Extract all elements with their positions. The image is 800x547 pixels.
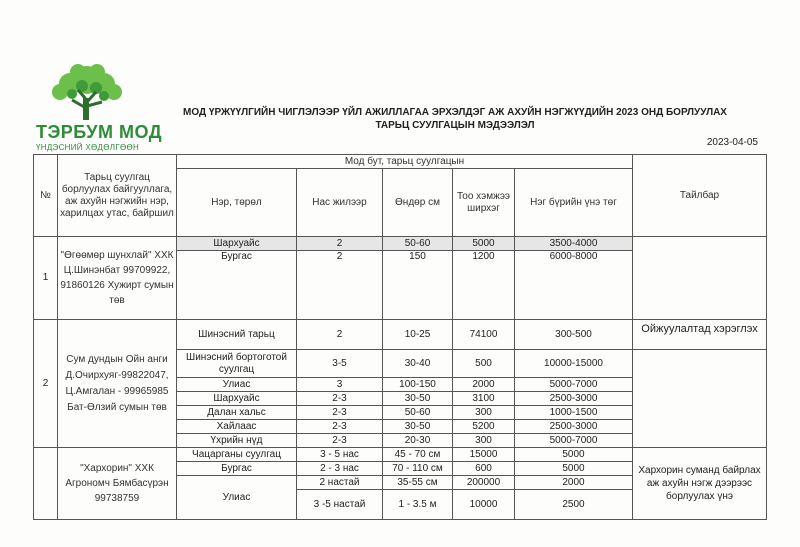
tree-logo-icon [42,62,132,122]
item-price: 5000 [515,448,633,462]
item-name: Улиас [177,378,297,392]
col-age-header: Нас жилээр [297,169,383,237]
item-age: 2-3 [297,392,383,406]
item-name: Шинэсний бортоготой суулгац [177,350,297,378]
item-price: 2000 [515,476,633,490]
item-height: 30-50 [383,392,453,406]
item-qty: 500 [453,350,515,378]
item-price: 2500 [515,490,633,520]
item-price: 5000 [515,462,633,476]
page-title [175,106,735,132]
table-row [34,237,767,251]
item-height: 10-25 [383,320,453,350]
col-no-header: № [34,155,58,237]
item-qty: 600 [453,462,515,476]
item-name: Бургас [177,251,297,320]
note-empty-cell [633,350,767,448]
document-date: 2023-04-05 [706,137,758,148]
row-no: 1 [34,237,58,320]
logo-name: ТЭРБУМ МОД [36,122,163,142]
item-name: Хайлаас [177,420,297,434]
item-name: Шархуайс [177,392,297,406]
item-age: 2 [297,237,383,251]
item-height: 50-60 [383,406,453,420]
row-note: Хархорин суманд байрлах аж ахуйн нэгж дээрээс борлуулах үнэ [633,448,767,520]
item-qty: 2000 [453,378,515,392]
item-age: 2-3 [297,434,383,448]
row-no [34,448,58,520]
item-qty: 15000 [453,448,515,462]
row-org: "Хархорин" ХХК Агрономч Бямбасүрэн 99738759 [58,448,177,520]
item-price: 2500-3000 [515,420,633,434]
item-age: 2 - 3 нас [297,462,383,476]
item-height: 50-60 [383,237,453,251]
item-height: 20-30 [383,434,453,448]
item-height: 150 [383,251,453,320]
item-age: 2 настай [297,476,383,490]
item-price: 300-500 [515,320,633,350]
item-name: Чацарганы суулгац [177,448,297,462]
seedling-table [33,154,767,520]
item-height: 100-150 [383,378,453,392]
item-height: 30-50 [383,420,453,434]
item-qty: 3100 [453,392,515,406]
col-note-header: Тайлбар [633,155,767,237]
item-age: 2 [297,251,383,320]
item-age: 2-3 [297,420,383,434]
logo-subtitle: ҮНДЭСНИЙ ХӨДӨЛГӨӨН [36,143,140,152]
row-org: Сум дундын Ойн анги Д.Очирхуяг-99822047, Ц.Амгалан - 99965985 Бат-Өлзий сумын төв [58,320,177,448]
item-age: 2 [297,320,383,350]
logo [24,62,163,158]
item-price: 2500-3000 [515,392,633,406]
col-org-header: Тарьц суулгац борлуулах байгууллага, аж ахуйн нэгжийн нэр, харилцах утас, байршил [58,155,177,237]
item-height: 35-55 см [383,476,453,490]
item-price: 5000-7000 [515,434,633,448]
item-name: Шинэсний тарьц [177,320,297,350]
item-name: Далан хальс [177,406,297,420]
item-price: 3500-4000 [515,237,633,251]
item-price: 5000-7000 [515,378,633,392]
col-qty-header: Тоо хэмжээ ширхэг [453,169,515,237]
item-qty: 1200 [453,251,515,320]
item-qty: 300 [453,434,515,448]
col-name-header: Нэр, төрөл [177,169,297,237]
item-qty: 200000 [453,476,515,490]
item-price: 1000-1500 [515,406,633,420]
item-name: Шархуайс [177,237,297,251]
item-price: 10000-15000 [515,350,633,378]
item-name: Үхрийн нүд [177,434,297,448]
table-row [34,448,767,462]
item-height: 70 - 110 см [383,462,453,476]
item-name: Улиас [177,476,297,520]
row-note: Ойжуулалтад хэрэглэх [633,320,767,350]
item-qty: 10000 [453,490,515,520]
item-qty: 300 [453,406,515,420]
row-note [633,237,767,320]
table-row [34,320,767,350]
item-age: 3 -5 настай [297,490,383,520]
col-price-header: Нэг бүрийн үнэ төг [515,169,633,237]
col-group-header: Мод бут, тарьц суулгацын [177,155,633,169]
row-org: "Өгөөмөр шунхлай" ХХК Ц.Шинэнбат 99709922, 91860126 Хужирт сумын төв [58,237,177,320]
title-line-1: МОД ҮРЖҮҮЛГИЙН ЧИГЛЭЛЭЭР ҮЙЛ АЖИЛЛАГАА ЭРХЭЛДЭГ АЖ АХУЙН НЭГЖҮҮДИЙН 2023 ОНД БОРЛУУЛАХ [183,107,727,118]
item-price: 6000-8000 [515,251,633,320]
item-qty: 5200 [453,420,515,434]
item-age: 3 - 5 нас [297,448,383,462]
row-no: 2 [34,320,58,448]
item-age: 2-3 [297,406,383,420]
item-qty: 74100 [453,320,515,350]
item-height: 1 - 3.5 м [383,490,453,520]
item-height: 45 - 70 см [383,448,453,462]
header-row-1 [34,155,767,169]
item-age: 3-5 [297,350,383,378]
col-height-header: Өндөр см [383,169,453,237]
item-height: 30-40 [383,350,453,378]
item-age: 3 [297,378,383,392]
title-line-2: ТАРЬЦ СУУЛГАЦЫН МЭДЭЭЛЭЛ [375,120,535,131]
item-name: Бургас [177,462,297,476]
item-qty: 5000 [453,237,515,251]
